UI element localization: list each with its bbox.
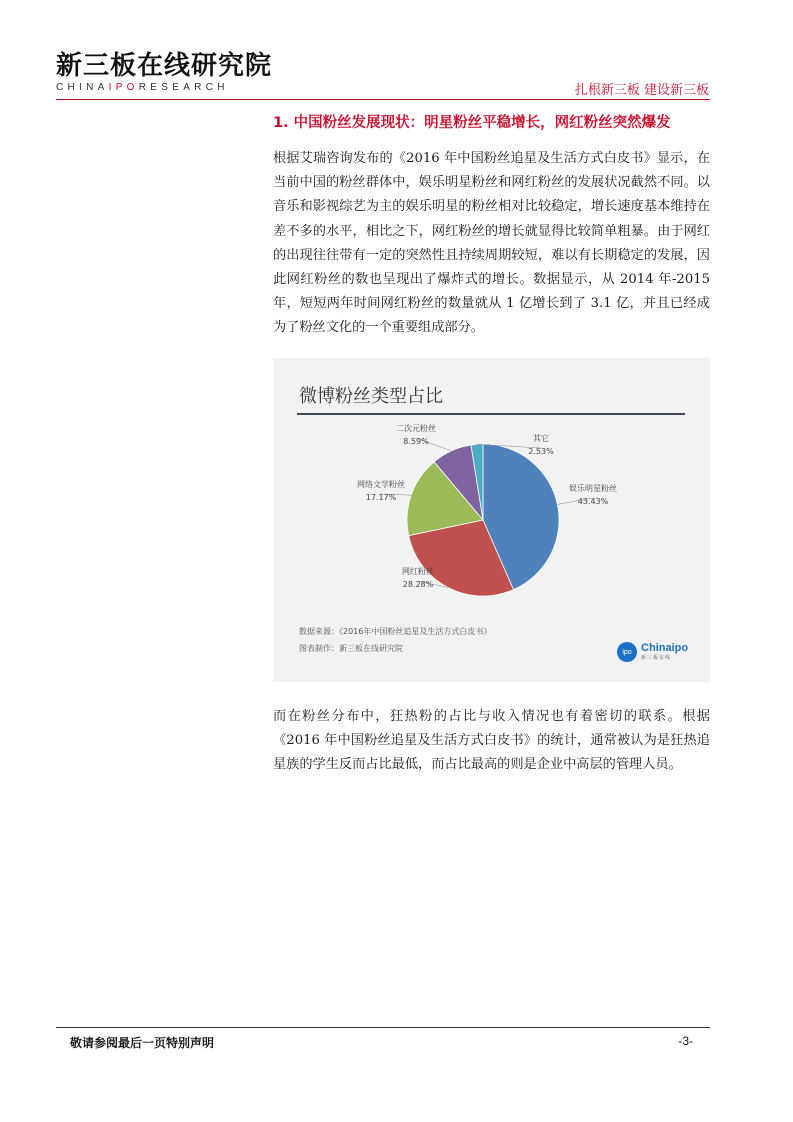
- pie-slice-value: 8.59%: [403, 437, 429, 446]
- pie-slice-name: 娱乐明星粉丝: [569, 484, 617, 493]
- pie-slice-name: 网络文学粉丝: [357, 480, 405, 489]
- chinaipo-logo-badge: ipo: [617, 642, 637, 662]
- chinaipo-logo-sub: 新三板在线: [641, 655, 672, 661]
- chart-source-note: 数据来源：《2016年中国粉丝追星及生活方式白皮书》: [299, 627, 492, 636]
- logo-en-research: RESEARCH: [138, 82, 229, 93]
- pie-slice-value: 2.53%: [528, 447, 554, 456]
- pie-chart-figure: [273, 358, 710, 682]
- logo-english-name: [56, 82, 272, 93]
- pie-slice-value: 17.17%: [365, 493, 397, 502]
- pie-slice-name: 二次元粉丝: [396, 424, 436, 433]
- pie-slice-name: 网红粉丝: [402, 567, 434, 576]
- pie-slice-label: [563, 482, 623, 508]
- logo-en-china: CHINA: [56, 82, 109, 93]
- footer-divider: [56, 1027, 710, 1028]
- logo-chinese-name: 新三板在线研究院: [56, 51, 273, 81]
- pie-slice-label: [351, 478, 411, 504]
- chinaipo-logo-text: [641, 643, 688, 661]
- pie-slice-label: [386, 422, 446, 448]
- logo-en-ipo: IPO: [108, 82, 139, 93]
- section-title: 1. 中国粉丝发展现状：明星粉丝平稳增长，网红粉丝突然爆发: [273, 115, 671, 131]
- chart-title: 微博粉丝类型占比: [299, 386, 443, 407]
- chinaipo-logo: [617, 642, 688, 662]
- chinaipo-logo-name: Chinaipo: [641, 642, 689, 654]
- chart-maker-note: 图表制作：新三板在线研究院: [299, 644, 403, 653]
- pie-slice-value: 28.28%: [402, 580, 434, 589]
- body-paragraph-1: 根据艾瑞咨询发布的《2016 年中国粉丝追星及生活方式白皮书》显示，在当前中国的粉丝群体中，娱乐明星粉丝和网红粉丝的发展状况截然不同。以音乐和影视综艺为主的娱乐明星的粉丝相对比较稳定，增长速度基本维持在差不多的水平，相比之下，网红粉丝的增长就显得比较简单粗暴。由于网红的出现往往带有一定的突然性且持续周期较短，难以有长期稳定的发展，因此网红粉丝的数也呈现出了爆炸式的增长。数据显示，从 2014 年-2015 年，短短两年时间网红粉丝的数量就从 1 亿增长到了 3.1 亿，并且已经成为了粉丝文化的一个重要组成部分。: [273, 151, 710, 336]
- header-slogan: 扎根新三板 建设新三板: [574, 83, 709, 98]
- body-paragraph-2: 而在粉丝分布中，狂热粉的占比与收入情况也有着密切的联系。根据《2016 年中国粉丝追星及生活方式白皮书》的统计，通常被认为是狂热追星族的学生反而占比最低，而占比最高的则是企业中高层的管理人员。: [273, 709, 710, 773]
- footer-disclaimer-note: 敬请参阅最后一页特别声明: [70, 1036, 215, 1050]
- pie-slice-name: 其它: [533, 434, 549, 443]
- pie-slice-label: [511, 432, 571, 458]
- company-logo: [56, 52, 272, 93]
- page-number: -3-: [678, 1034, 693, 1048]
- header-divider: [56, 99, 710, 100]
- pie-slice-label: [388, 565, 448, 591]
- pie-slice-value: 43.43%: [577, 497, 609, 506]
